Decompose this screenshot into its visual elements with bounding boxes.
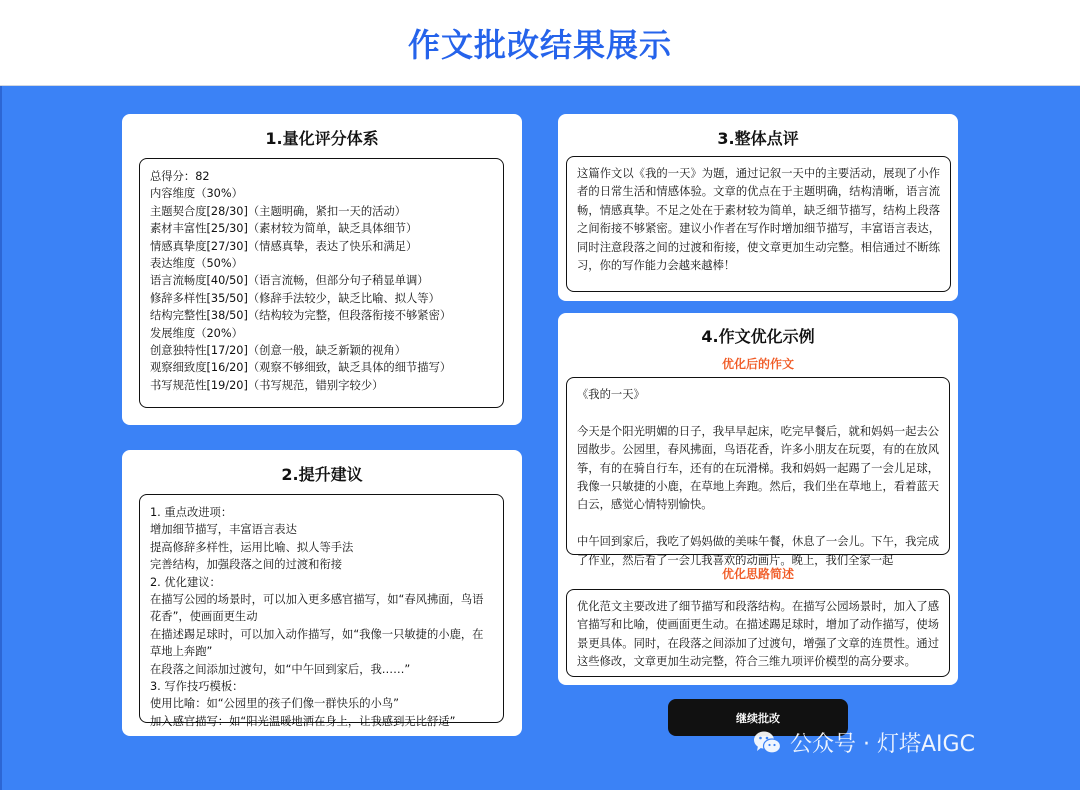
essay-spacer-2 [577,515,939,533]
watermark [752,727,975,758]
scoring-card [122,114,522,425]
optimization-card [558,313,958,685]
overall-comment-text: 这篇作文以《我的一天》为题，通过记叙一天中的主要活动，展现了小作者的日常生活和情感体验。文章的优点在于主题明确，结构清晰，语言流畅，情感真挚。不足之处在于素材较为简单，缺乏细节描写，结构上段落之间衔接不够紧密。建议小作者在写作时增加细节描写，丰富语言表达，同时注意段落之间的过渡和衔接，使文章更加生动完整。相信通过不断练习，你的写作能力会越来越棒！ [577,167,940,273]
optimized-essay-text [567,378,949,578]
optimized-essay-box[interactable] [566,377,950,567]
page-title: 作文批改结果展示 [407,25,672,64]
overall-comment-card [558,114,958,301]
essay-paragraph-1: 今天是个阳光明媚的日子，我早早起床，吃完早餐后，就和妈妈一起去公园散步。公园里，春风拂面，鸟语花香，许多小朋友在玩耍，有的在放风筝，有的在骑自行车，还有的在玩滑梯。我和妈妈一起踢了一会儿足球，我像一只敏捷的小鹿，在草地上奔跑。然后，我们坐在草地上，看着蓝天白云，感觉心情特别愉快。 [577,424,939,512]
left-edge-divider [0,86,2,790]
essay-title: 《我的一天》 [577,388,645,401]
wechat-icon [752,728,782,758]
optimization-card-title: 4.作文优化示例 [701,327,815,346]
suggestions-box[interactable] [139,494,504,728]
suggestions-card-title: 2.提升建议 [281,465,363,484]
optimization-reason-subtitle: 优化思路简述 [721,567,794,581]
optimization-reason-box[interactable] [566,589,950,677]
watermark-text: 公众号 · 灯塔AIGC [790,732,975,757]
scoring-lines: 总得分：82 内容维度（30%） 主题契合度[28/30]（主题明确，紧扣一天的活动） 素材丰富性[25/30]（素材较为简单，缺乏具体细节） 情感真挚度[27/30]（情感真挚，表达了快乐和满足） 表达维度（50%） 语言流畅度[40/50]（语言流畅，但部分句子稍显单调） 修辞多样性[35/50]（修辞手法较少，缺乏比喻、拟人等） 结构完整性[38/50]（结构较为完整，但段落衔接不够紧密） 发展维度（20%） 创意独特性[17/20]（创意一般，缺乏新颖的视角） 观察细致度[16/20]（观察不够细致，缺乏具体的细节描写） 书写规范性[19/20]（书写规范，错别字较少） [150,170,452,392]
scoring-card-title: 1.量化评分体系 [265,129,379,148]
overall-comment-box[interactable] [566,156,951,292]
continue-grading-button[interactable]: 继续批改 [668,699,848,736]
optimized-essay-subtitle: 优化后的作文 [721,357,794,371]
overall-comment-card-title: 3.整体点评 [717,129,799,148]
essay-spacer-1 [577,404,939,422]
suggestions-lines: 1. 重点改进项： 增加细节描写，丰富语言表达 提高修辞多样性，运用比喻、拟人等手法 完善结构，加强段落之间的过渡和衔接 2. 优化建议： 在描写公园的场景时，可以加入更多感官描写，如“春风拂面，鸟语花香”，使画面更生动 在描述踢足球时，可以加入动作描写，如“我像一只敏捷的小鹿，在草地上奔跑” 在段落之间添加过渡句，如“中午回到家后，我……” 3. 写作技巧模板： 使用比喻：如“公园里的孩子们像一群快乐的小鸟” 加入感官描写：如“阳光温暖地洒在身上，让我感到无比舒适” [150,506,484,728]
essay-paragraph-2: 中午回到家后，我吃了妈妈做的美味午餐，休息了一会儿。下午，我完成了作业，然后看了一会儿我喜欢的动画片。晚上，我们全家一起 [577,535,939,567]
page-header [0,0,1080,86]
scoring-box[interactable] [139,158,504,408]
optimization-reason-text: 优化范文主要改进了细节描写和段落结构。在描写公园场景时，加入了感官描写和比喻，使画面更生动。在描述踢足球时，增加了动作描写，使场景更具体。同时，在段落之间添加了过渡句，增强了文章的连贯性。通过这些修改，文章更加生动完整，符合三维九项评价模型的高分要求。 [577,600,939,669]
suggestions-card [122,450,522,736]
